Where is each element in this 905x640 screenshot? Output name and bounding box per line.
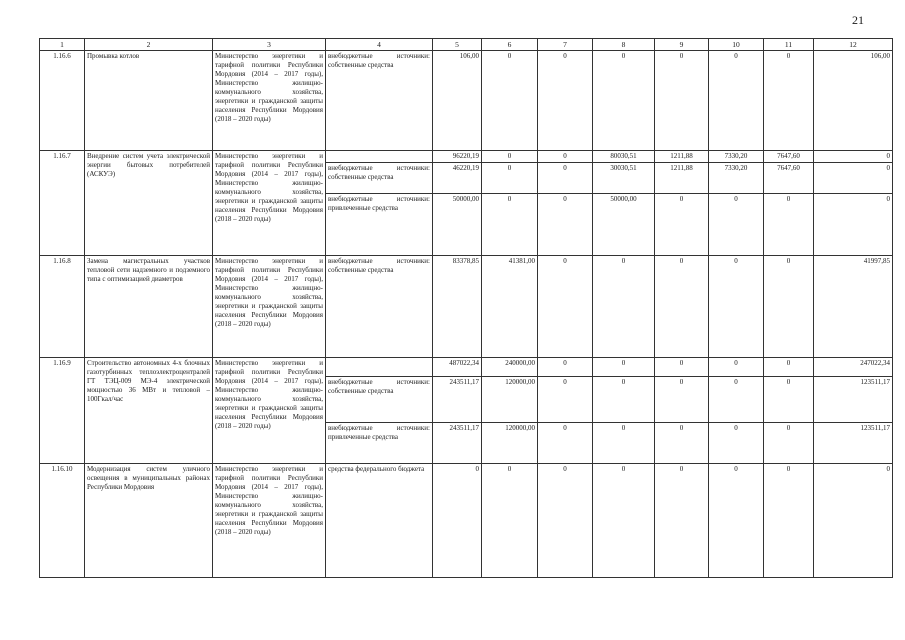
column-header: 6 [482,39,538,51]
amount-cell: 1211,88 [655,162,709,193]
page-number: 21 [852,13,864,27]
column-header: 12 [814,39,893,51]
amount-cell: 0 [593,464,655,578]
amount-cell: 0 [655,193,709,255]
measure-name: Модернизация систем уличного освещения в муниципальных районах Республики Мордовия [85,464,213,578]
amount-cell: 0 [655,376,709,422]
amount-cell: 0 [709,423,764,464]
amount-cell: 0 [764,423,814,464]
measure-name: Замена магистральных участков тепловой сети надземного и подземного типа с оптимизацией диаметров [85,255,213,357]
column-header: 11 [764,39,814,51]
amount-cell: 96220,19 [433,150,482,162]
table-row [40,51,893,150]
amount-cell: 120000,00 [482,376,538,422]
amount-cell: 0 [655,51,709,150]
column-header: 5 [433,39,482,51]
amount-cell: 0 [764,376,814,422]
funding-source: внебюджетные источники: собственные средства [326,376,433,422]
measure-name: Внедрение систем учета электрической энергии бытовых потребителей (АСКУЭ) [85,150,213,255]
amount-cell: 0 [433,464,482,578]
amount-cell: 0 [593,358,655,377]
amount-cell: 0 [593,376,655,422]
amount-cell: 123511,17 [814,376,893,422]
amount-cell: 0 [814,162,893,193]
amount-cell: 0 [538,51,593,150]
amount-cell: 240000,00 [482,358,538,377]
amount-cell: 7330,20 [709,150,764,162]
executor: Министерство энергетики и тарифной политики Республики Мордовия (2014 – 2017 годы), Министерство жилищно-коммунального хозяйства, энергетики и гражданской защиты населения Республики Мордовия (2018 – 2020 годы) [213,464,326,578]
amount-cell: 41997,85 [814,255,893,357]
amount-cell: 0 [764,193,814,255]
row-number: 1.16.9 [40,358,85,464]
amount-cell: 247022,34 [814,358,893,377]
funding-source: внебюджетные источники: собственные средства [326,51,433,150]
column-header: 3 [213,39,326,51]
amount-cell: 0 [764,464,814,578]
amount-cell: 0 [593,51,655,150]
amount-cell: 0 [655,464,709,578]
budget-table [39,38,893,578]
amount-cell: 0 [538,358,593,377]
row-number: 1.16.6 [40,51,85,150]
amount-cell: 83378,85 [433,255,482,357]
column-header: 2 [85,39,213,51]
column-header: 7 [538,39,593,51]
amount-cell: 0 [482,51,538,150]
amount-cell: 0 [709,193,764,255]
row-number: 1.16.7 [40,150,85,255]
amount-cell: 0 [655,255,709,357]
measure-name: Промывка котлов [85,51,213,150]
amount-cell: 0 [538,423,593,464]
amount-cell: 7647,60 [764,162,814,193]
funding-source [326,358,433,377]
amount-cell: 0 [709,376,764,422]
amount-cell: 0 [482,464,538,578]
table-row [40,358,893,377]
amount-cell: 50000,00 [593,193,655,255]
funding-source: внебюджетные источники: собственные средства [326,255,433,357]
column-header-row [40,39,893,51]
column-header: 1 [40,39,85,51]
executor: Министерство энергетики и тарифной политики Республики Мордовия (2014 – 2017 годы), Министерство жилищно-коммунального хозяйства, энергетики и гражданской защиты населения Республики Мордовия (2018 – 2020 годы) [213,150,326,255]
column-header: 10 [709,39,764,51]
executor: Министерство энергетики и тарифной политики Республики Мордовия (2014 – 2017 годы), Министерство жилищно-коммунального хозяйства, энергетики и гражданской защиты населения Республики Мордовия (2018 – 2020 годы) [213,51,326,150]
amount-cell: 0 [709,464,764,578]
table-row [40,150,893,162]
row-number: 1.16.10 [40,464,85,578]
amount-cell: 0 [814,464,893,578]
amount-cell: 0 [764,255,814,357]
amount-cell: 0 [538,150,593,162]
amount-cell: 7330,20 [709,162,764,193]
column-header: 8 [593,39,655,51]
executor: Министерство энергетики и тарифной политики Республики Мордовия (2014 – 2017 годы), Министерство жилищно-коммунального хозяйства, энергетики и гражданской защиты населения Республики Мордовия (2018 – 2020 годы) [213,358,326,464]
amount-cell: 0 [482,193,538,255]
funding-source: средства федерального бюджета [326,464,433,578]
amount-cell: 0 [655,423,709,464]
amount-cell: 0 [538,193,593,255]
amount-cell: 0 [593,423,655,464]
amount-cell: 50000,00 [433,193,482,255]
amount-cell: 0 [538,162,593,193]
amount-cell: 106,00 [433,51,482,150]
amount-cell: 0 [709,255,764,357]
amount-cell: 0 [814,150,893,162]
amount-cell: 0 [482,162,538,193]
amount-cell: 123511,17 [814,423,893,464]
row-number: 1.16.8 [40,255,85,357]
amount-cell: 0 [538,464,593,578]
amount-cell: 106,00 [814,51,893,150]
amount-cell: 41381,00 [482,255,538,357]
measure-name: Строительство автономных 4-х блочных газотурбинных теплоэлектроцентралей ГТ ТЭЦ-009 МЭ-4 электрической мощностью 36 МВт и тепловой – 100Гкал/час [85,358,213,464]
funding-source: внебюджетные источники: привлеченные средства [326,423,433,464]
amount-cell: 243511,17 [433,423,482,464]
amount-cell: 0 [593,255,655,357]
amount-cell: 0 [538,376,593,422]
table-row [40,255,893,357]
amount-cell: 0 [709,358,764,377]
funding-source: внебюджетные источники: привлеченные средства [326,193,433,255]
executor: Министерство энергетики и тарифной политики Республики Мордовия (2014 – 2017 годы), Министерство жилищно-коммунального хозяйства, энергетики и гражданской защиты населения Республики Мордовия (2018 – 2020 годы) [213,255,326,357]
funding-source: внебюджетные источники: собственные средства [326,162,433,193]
amount-cell: 46220,19 [433,162,482,193]
amount-cell: 0 [538,255,593,357]
amount-cell: 0 [814,193,893,255]
amount-cell: 80030,51 [593,150,655,162]
amount-cell: 0 [709,51,764,150]
amount-cell: 0 [764,358,814,377]
amount-cell: 0 [655,358,709,377]
amount-cell: 487022,34 [433,358,482,377]
amount-cell: 1211,88 [655,150,709,162]
amount-cell: 30030,51 [593,162,655,193]
column-header: 4 [326,39,433,51]
column-header: 9 [655,39,709,51]
amount-cell: 0 [482,150,538,162]
table-row [40,464,893,578]
funding-source [326,150,433,162]
amount-cell: 7647,60 [764,150,814,162]
amount-cell: 243511,17 [433,376,482,422]
amount-cell: 0 [764,51,814,150]
amount-cell: 120000,00 [482,423,538,464]
